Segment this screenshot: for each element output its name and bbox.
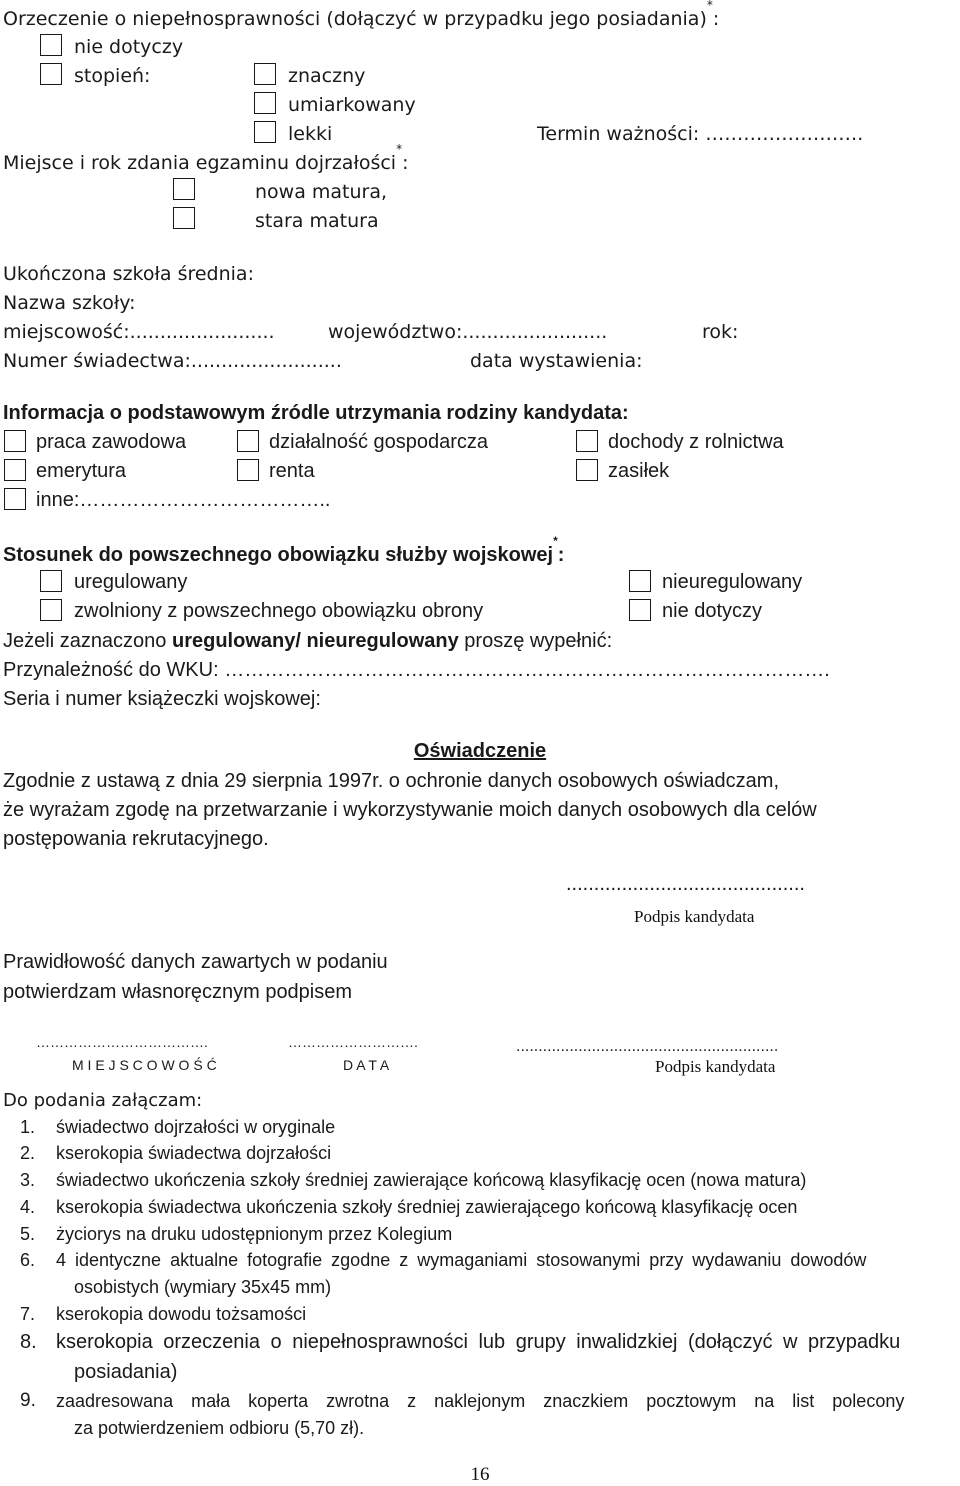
place-label: M I E J S C O W O Ś Ć bbox=[72, 1057, 217, 1073]
label-stopien: stopień: bbox=[74, 65, 151, 87]
checkbox-military-nie-dotyczy[interactable] bbox=[629, 599, 651, 621]
list-item-continuation: posiadania) bbox=[74, 1361, 178, 1383]
list-item-continuation: osobistych (wymiary 35x45 mm) bbox=[74, 1277, 332, 1297]
label-stara-matura: stara matura bbox=[255, 210, 379, 232]
label-umiarkowany: umiarkowany bbox=[288, 94, 416, 116]
school-city-field[interactable]: miejscowość:........................ bbox=[3, 321, 275, 343]
label-inne[interactable]: inne:……………………………….. bbox=[36, 489, 331, 511]
list-item-continuation: za potwierdzeniem odbioru (5,70 zł). bbox=[74, 1418, 365, 1438]
income-title: Informacja o podstawowym źródle utrzymania rodziny kandydata: bbox=[3, 402, 629, 424]
checkbox-emerytura[interactable] bbox=[4, 459, 26, 481]
label-zasilek: zasiłek bbox=[608, 460, 670, 482]
confirm-line-2: potwierdzam własnoręcznym podpisem bbox=[3, 981, 353, 1003]
military-instruction: Jeżeli zaznaczono uregulowany/ nieuregulowany proszę wypełnić: bbox=[3, 630, 613, 652]
matura-title: Miejsce i rok zdania egzaminu dojrzałości*: bbox=[3, 142, 409, 174]
label-dochody: dochody z rolnictwa bbox=[608, 431, 784, 453]
checkbox-stopien[interactable] bbox=[40, 63, 62, 85]
label-emerytura: emerytura bbox=[36, 460, 127, 482]
checkbox-uregulowany[interactable] bbox=[40, 570, 62, 592]
wku-field[interactable]: Przynależność do WKU: ………………………………………………………………………………. bbox=[3, 659, 830, 681]
checkbox-praca[interactable] bbox=[4, 430, 26, 452]
checkbox-nowa-matura[interactable] bbox=[173, 178, 195, 200]
date-label: D A T A bbox=[343, 1057, 390, 1073]
label-nowa-matura: nowa matura, bbox=[255, 181, 388, 203]
declaration-title: Oświadczenie bbox=[413, 740, 547, 762]
checkbox-renta[interactable] bbox=[237, 459, 259, 481]
checkbox-zwolniony[interactable] bbox=[40, 599, 62, 621]
checkbox-lekki[interactable] bbox=[254, 121, 276, 143]
confirm-line-1: Prawidłowość danych zawartych w podaniu bbox=[3, 951, 388, 973]
school-name-field[interactable]: Nazwa szkoły: bbox=[3, 292, 136, 314]
certificate-number-field[interactable]: Numer świadectwa:......................... bbox=[3, 350, 342, 372]
label-praca: praca zawodowa bbox=[36, 431, 187, 453]
military-book-field[interactable]: Seria i numer książeczki wojskowej: bbox=[3, 688, 321, 710]
label-military-nie-dotyczy: nie dotyczy bbox=[662, 600, 763, 622]
candidate-signature-line[interactable]: ........................................... bbox=[566, 873, 805, 895]
checkbox-nie-dotyczy[interactable] bbox=[40, 34, 62, 56]
disability-title: Orzeczenie o niepełnosprawności (dołączyć w przypadku jego posiadania)*: bbox=[3, 0, 720, 30]
date-line[interactable]: ………………………. bbox=[288, 1034, 418, 1050]
checkbox-nieuregulowany[interactable] bbox=[629, 570, 651, 592]
candidate-signature-label: Podpis kandydata bbox=[634, 907, 755, 926]
confirm-signature-line[interactable]: ........................................................... bbox=[516, 1038, 779, 1055]
confirm-signature-label: Podpis kandydata bbox=[655, 1057, 776, 1076]
label-dzialalnosc: działalność gospodarcza bbox=[269, 431, 489, 453]
attachments-title: Do podania załączam: bbox=[3, 1090, 203, 1111]
checkbox-stara-matura[interactable] bbox=[173, 207, 195, 229]
list-item: 6. 4 identyczne aktualne fotografie zgodne z wymaganiami stosowanymi przy wydawaniu dowodów osobistych (wymiary 35x45 mm) bbox=[0, 1249, 960, 1301]
place-line[interactable]: ………………………………. bbox=[36, 1034, 208, 1050]
declaration-line-1: Zgodnie z ustawą z dnia 29 sierpnia 1997r. o ochronie danych osobowych oświadczam, bbox=[3, 770, 780, 792]
label-znaczny: znaczny bbox=[288, 65, 366, 87]
checkbox-dochody[interactable] bbox=[576, 430, 598, 452]
checkbox-umiarkowany[interactable] bbox=[254, 92, 276, 114]
list-item-text bbox=[56, 1249, 958, 1271]
list-item-line: 4 identyczne aktualne fotografie zgodne z wymaganiami stosowanymi przy wydawaniu dowodów bbox=[56, 1250, 867, 1270]
validity-date-field[interactable]: Termin ważności: ……………………. bbox=[537, 123, 864, 145]
school-title: Ukończona szkoła średnia: bbox=[3, 263, 254, 285]
list-item: 9. zaadresowana mała koperta zwrotna z naklejonym znaczkiem pocztowym na list polecony za potwierdzeniem odbioru (5,70 zł). bbox=[20, 1390, 905, 1438]
label-lekki: lekki bbox=[288, 123, 333, 145]
declaration-line-2: że wyrażam zgodę na przetwarzanie i wykorzystywanie moich danych osobowych dla celów bbox=[3, 799, 817, 821]
checkbox-dzialalnosc[interactable] bbox=[237, 430, 259, 452]
list-item: 8. kserokopia orzeczenia o niepełnosprawności lub grupy inwalidzkiej (dołączyć w przypadku posiadania) bbox=[20, 1331, 901, 1383]
checkbox-inne[interactable] bbox=[4, 488, 26, 510]
declaration-line-3: postępowania rekrutacyjnego. bbox=[3, 828, 269, 850]
label-nieuregulowany: nieuregulowany bbox=[662, 571, 803, 593]
issue-date-field[interactable]: data wystawienia: bbox=[470, 350, 643, 372]
military-title: Stosunek do powszechnego obowiązku służby wojskowej*: bbox=[3, 534, 565, 566]
checkbox-zasilek[interactable] bbox=[576, 459, 598, 481]
checkbox-znaczny[interactable] bbox=[254, 63, 276, 85]
page-number: 16 bbox=[470, 1464, 490, 1485]
label-zwolniony: zwolniony z powszechnego obowiązku obrony bbox=[74, 600, 484, 622]
label-uregulowany: uregulowany bbox=[74, 571, 188, 593]
school-voivodeship-field[interactable]: województwo:........................ bbox=[328, 321, 608, 343]
label-nie-dotyczy: nie dotyczy bbox=[74, 36, 184, 58]
school-year-field[interactable]: rok: bbox=[702, 321, 739, 343]
label-renta: renta bbox=[269, 460, 315, 482]
